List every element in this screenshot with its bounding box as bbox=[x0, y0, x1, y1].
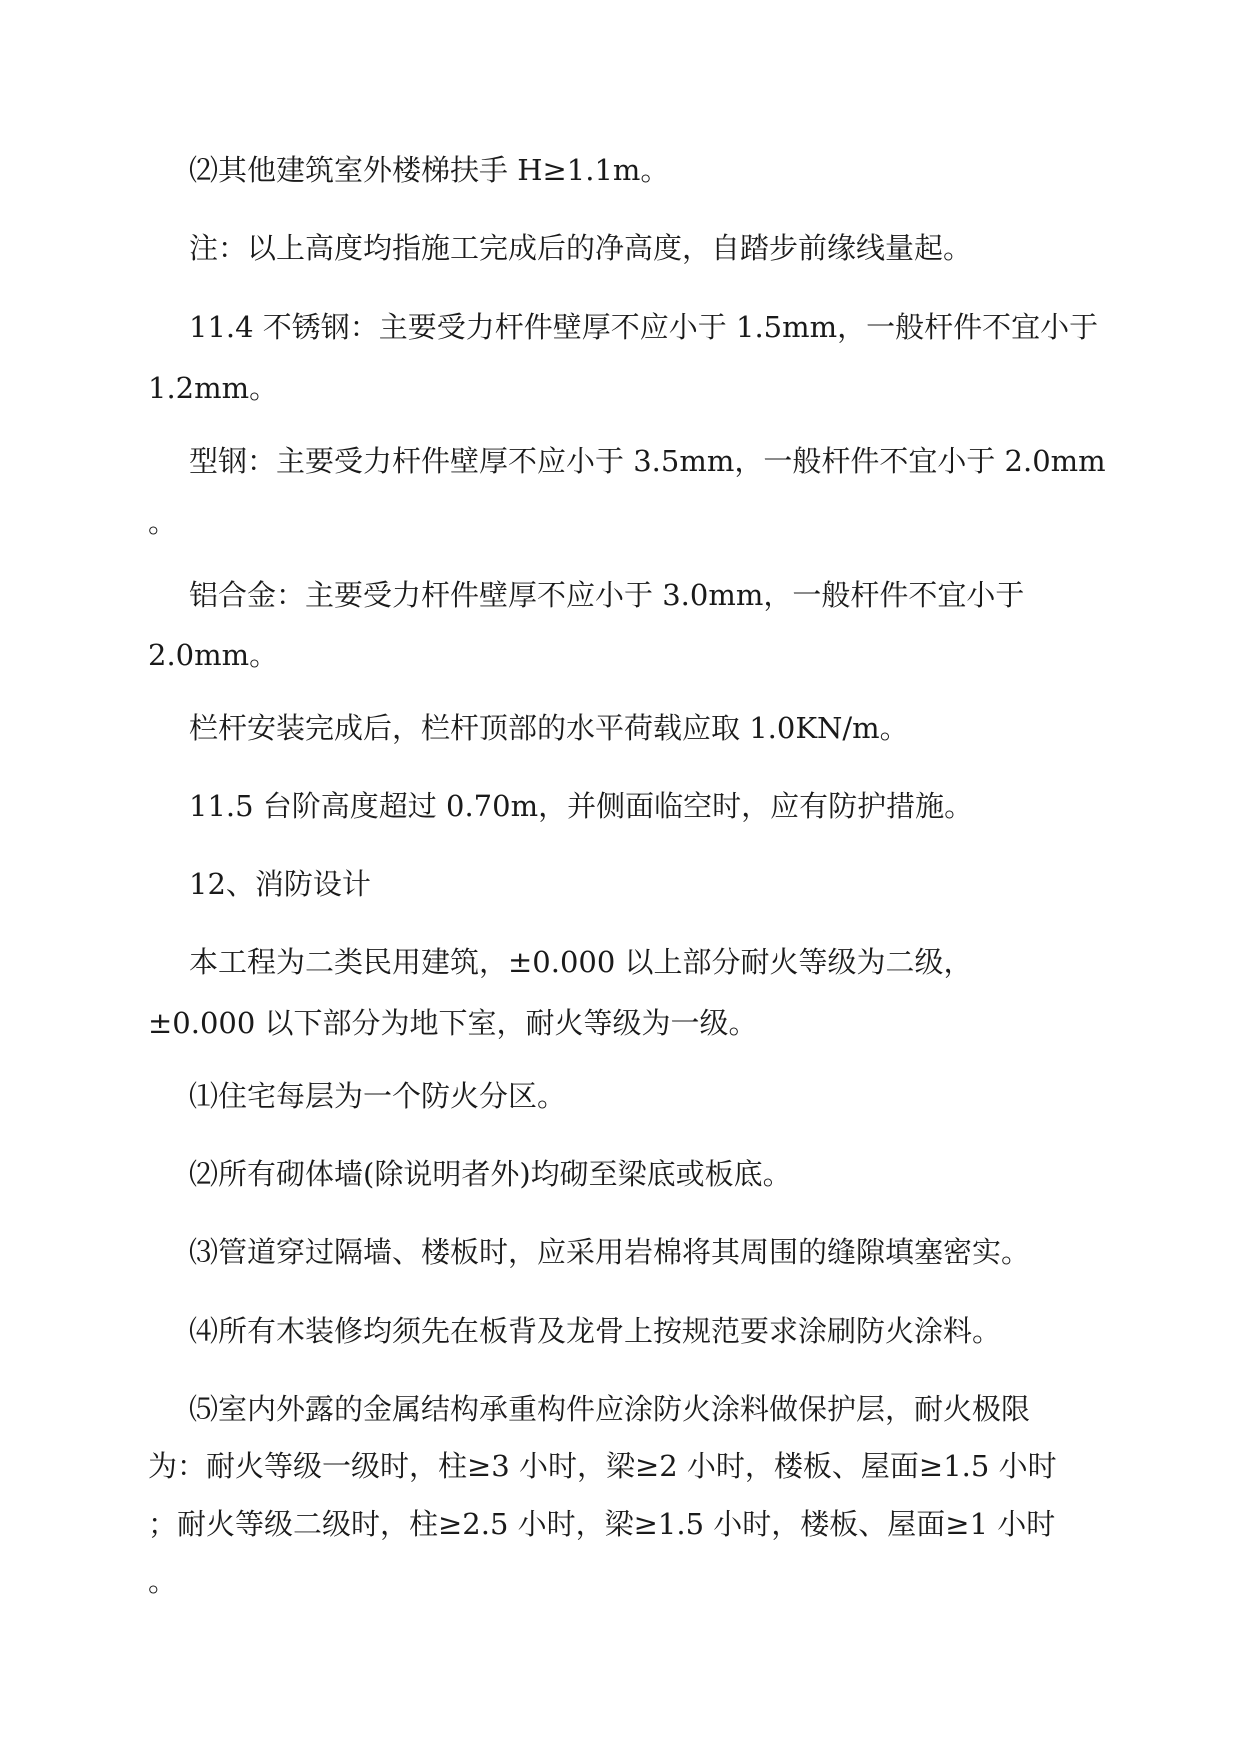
paragraph-line: 11.5 台阶高度超过 0.70m，并侧面临空时，应有防护措施。 bbox=[189, 789, 974, 823]
paragraph-line: 。 bbox=[148, 505, 178, 539]
paragraph-line: ⑷所有木装修均须先在板背及龙骨上按规范要求涂刷防火涂料。 bbox=[189, 1314, 1002, 1348]
paragraph-line: ⑸室内外露的金属结构承重构件应涂防火涂料做保护层，耐火极限 bbox=[189, 1392, 1031, 1426]
paragraph-line: ⑵其他建筑室外楼梯扶手 H≥1.1m。 bbox=[189, 153, 670, 187]
paragraph-line: 注：以上高度均指施工完成后的净高度，自踏步前缘线量起。 bbox=[189, 231, 973, 265]
paragraph-line: 本工程为二类民用建筑，±0.000 以上部分耐火等级为二级， bbox=[189, 945, 973, 979]
paragraph-line: 2.0mm。 bbox=[148, 638, 279, 672]
paragraph-line: ±0.000 以下部分为地下室，耐火等级为一级。 bbox=[148, 1006, 758, 1040]
paragraph-line: ；耐火等级二级时，柱≥2.5 小时，梁≥1.5 小时，楼板、屋面≥1 小时 bbox=[148, 1507, 1056, 1541]
paragraph-line: 栏杆安装完成后，栏杆顶部的水平荷载应取 1.0KN/m。 bbox=[189, 711, 909, 745]
paragraph-line: 11.4 不锈钢：主要受力杆件壁厚不应小于 1.5mm，一般杆件不宜小于 bbox=[189, 310, 1099, 344]
paragraph-line: ⑶管道穿过隔墙、楼板时，应采用岩棉将其周围的缝隙填塞密实。 bbox=[189, 1235, 1031, 1269]
section-heading: 12、消防设计 bbox=[189, 867, 371, 901]
paragraph-line: 1.2mm。 bbox=[148, 371, 279, 405]
paragraph-line: 为：耐火等级一级时，柱≥3 小时，梁≥2 小时，楼板、屋面≥1.5 小时 bbox=[148, 1449, 1057, 1483]
paragraph-line: ⑵所有砌体墙(除说明者外)均砌至梁底或板底。 bbox=[189, 1157, 792, 1191]
paragraph-line: 。 bbox=[148, 1564, 178, 1598]
paragraph-line: 铝合金：主要受力杆件壁厚不应小于 3.0mm，一般杆件不宜小于 bbox=[189, 578, 1025, 612]
paragraph-line: ⑴住宅每层为一个防火分区。 bbox=[189, 1079, 567, 1113]
paragraph-line: 型钢：主要受力杆件壁厚不应小于 3.5mm，一般杆件不宜小于 2.0mm bbox=[189, 444, 1106, 478]
